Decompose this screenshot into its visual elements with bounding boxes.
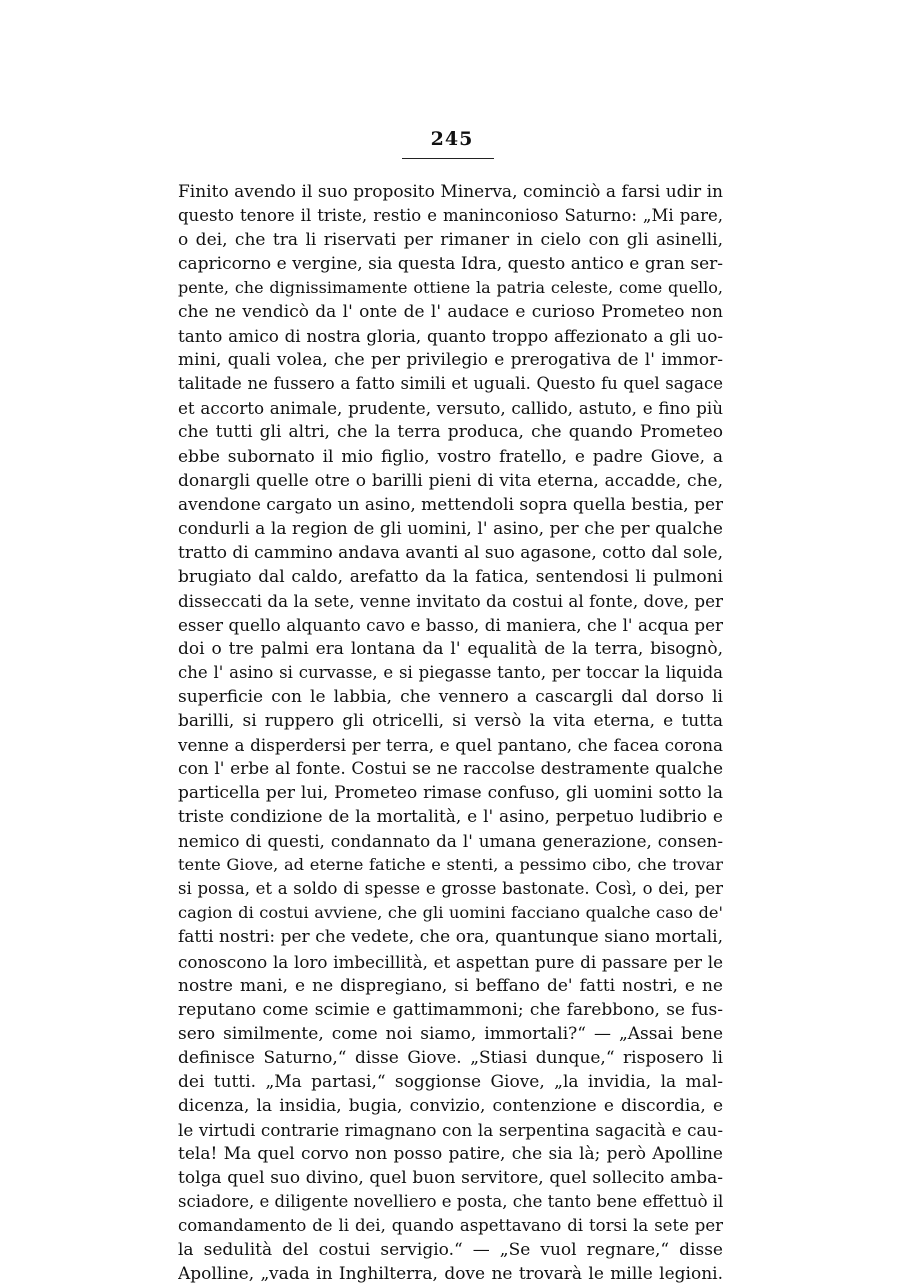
text-line: doi o tre palmi era lontana da l' equalità de la terra, bisognò,: [178, 638, 723, 659]
text-line: tanto amico di nostra gloria, quanto troppo affezionato a gli uo-: [178, 326, 723, 347]
text-line: tela! Ma quel corvo non posso patire, che sia là; però Apolline: [178, 1143, 723, 1164]
text-line: disseccati da la sete, venne invitato da costui al fonte, dove, per: [178, 590, 723, 611]
text-line: tratto di cammino andava avanti al suo agasone, cotto dal sole,: [178, 542, 723, 563]
page-number: 245: [430, 128, 474, 150]
text-line: triste condizione de la mortalità, e l' asino, perpetuo ludibrio e: [178, 807, 723, 828]
text-line: et accorto animale, prudente, versuto, callido, astuto, e fino più: [178, 398, 723, 419]
text-line: sero similmente, come noi siamo, immortali?“ — „Assai bene: [178, 1023, 723, 1044]
text-line: Apolline, „vada in Inghilterra, dove ne trovarà le mille legioni.: [178, 1264, 723, 1285]
text-line: nemico di questi, condannato da l' umana generazione, consen-: [178, 831, 723, 852]
text-line: superficie con le labbia, che vennero a cascargli dal dorso li: [178, 686, 723, 707]
text-line: con l' erbe al fonte. Costui se ne raccolse destramente qualche: [178, 759, 723, 780]
text-line: reputano come scimie e gattimammoni; che farebbono, se fus-: [178, 999, 723, 1020]
text-line: la sedulità del costui servigio.“ — „Se vuol regnare,“ disse: [178, 1240, 723, 1261]
text-line: o dei, che tra li riservati per rimaner in cielo con gli asinelli,: [178, 230, 723, 251]
text-line: conoscono la loro imbecillità, et aspettan pure di passare per le: [178, 951, 723, 972]
text-line: condurli a la region de gli uomini, l' asino, per che per qualche: [178, 518, 723, 539]
text-line: ebbe subornato il mio figlio, vostro fratello, e padre Giove, a: [178, 446, 723, 467]
text-line: tente Giove, ad eterne fatiche e stenti, a pessimo cibo, che trovar: [178, 855, 723, 875]
text-line: mini, quali volea, che per privilegio e prerogativa de l' immor-: [178, 350, 723, 371]
text-line: nostre mani, e ne dispregiano, si beffano de' fatti nostri, e ne: [178, 975, 723, 996]
text-line: venne a disperdersi per terra, e quel pantano, che facea corona: [178, 735, 723, 756]
text-line: che tutti gli altri, che la terra produca, che quando Prometeo: [178, 422, 723, 443]
text-line: fatti nostri: per che vedete, che ora, quantunque siano mortali,: [178, 927, 723, 948]
body-text: [178, 180, 723, 1286]
text-line: cagion di costui avviene, che gli uomini facciano qualche caso de': [178, 903, 723, 923]
text-line: definisce Saturno,“ disse Giove. „Stiasi dunque,“ risposero li: [178, 1047, 723, 1068]
text-line: brugiato dal caldo, arefatto da la fatica, sentendosi li pulmoni: [178, 566, 723, 587]
text-line: esser quello alquanto cavo e basso, di maniera, che l' acqua per: [178, 614, 723, 635]
text-line: particella per lui, Prometeo rimase confuso, gli uomini sotto la: [178, 783, 723, 804]
header-rule: [402, 158, 494, 159]
text-line: sciadore, e diligente novelliero e posta, che tanto bene effettuò il: [178, 1191, 723, 1211]
text-line: pente, che dignissimamente ottiene la patria celeste, come quello,: [178, 278, 723, 298]
text-line: tolga quel suo divino, quel buon servitore, quel sollecito amba-: [178, 1167, 723, 1188]
text-line: comandamento de li dei, quando aspettavano di torsi la sete per: [178, 1216, 723, 1236]
text-line: capricorno e vergine, sia questa Idra, questo antico e gran ser-: [178, 254, 723, 275]
text-line: che ne vendicò da l' onte de l' audace e curioso Prometeo non: [178, 302, 723, 323]
text-line: che l' asino si curvasse, e si piegasse tanto, per toccar la liquida: [178, 662, 723, 682]
text-line: dei tutti. „Ma partasi,“ soggionse Giove, „la invidia, la mal-: [178, 1071, 723, 1092]
text-line: Finito avendo il suo proposito Minerva, cominciò a farsi udir in: [178, 182, 723, 202]
text-line: si possa, et a soldo di spesse e grosse bastonate. Così, o dei, per: [178, 879, 723, 899]
text-line: questo tenore il triste, restio e maninconioso Saturno: „Mi pare,: [178, 206, 723, 226]
text-line: le virtudi contrarie rimagnano con la serpentina sagacità e cau-: [178, 1119, 723, 1140]
text-line: donargli quelle otre o barilli pieni di vita eterna, accadde, che,: [178, 470, 723, 491]
text-line: talitade ne fussero a fatto simili et uguali. Questo fu quel sagace: [178, 374, 723, 394]
text-line: avendone cargato un asino, mettendoli sopra quella bestia, per: [178, 494, 723, 515]
text-line: barilli, si ruppero gli otricelli, si versò la vita eterna, e tutta: [178, 711, 723, 732]
text-line: dicenza, la insidia, bugia, convizio, contenzione e discordia, e: [178, 1095, 723, 1116]
